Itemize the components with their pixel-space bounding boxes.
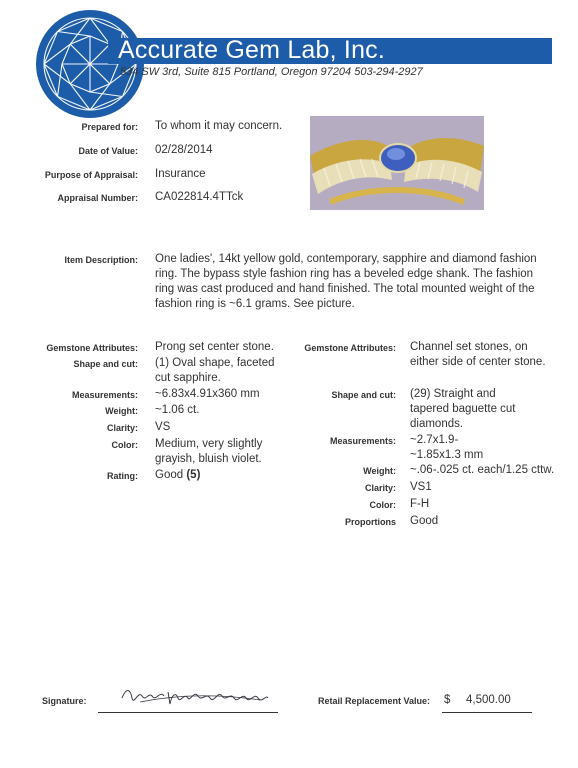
side-proportions-value: Good (410, 515, 439, 527)
prepared-for-value: To whom it may concern. (155, 120, 283, 132)
retail-value: 4,500.00 (466, 694, 511, 706)
side-clarity-value: VS1 (410, 481, 432, 493)
company-name: Accurate Gem Lab, Inc. (118, 36, 386, 64)
side-proportions-label: Proportions (345, 517, 396, 527)
appraisal-number-label: Appraisal Number: (57, 193, 138, 203)
rating-text: Good (155, 469, 184, 481)
retail-value-label: Retail Replacement Value: (317, 696, 430, 706)
center-clarity-value: VS (155, 421, 171, 433)
date-value: 02/28/2014 (155, 144, 213, 156)
side-clarity-label: Clarity: (364, 483, 396, 493)
center-shape-label: Shape and cut: (73, 359, 138, 369)
appraisal-number-value: CA022814.4TTck (155, 191, 244, 203)
center-weight-value: ~1.06 ct. (155, 404, 200, 416)
center-measurements-label: Measurements: (71, 390, 138, 400)
side-shape-label: Shape and cut: (331, 390, 396, 400)
ring-photo (310, 116, 484, 210)
center-attributes-label: Gemstone Attributes: (46, 343, 138, 353)
center-weight-label: Weight: (105, 406, 138, 416)
side-color-label: Color: (369, 500, 396, 510)
item-description: One ladies', 14kt yellow gold, contemporary, sapphire and diamond fashion ring. The bypass style fashion ring has a beveled edge shank. The fashion ring was cast produced and hand finished. The total mounted weight of the fashion ring is ~6.1 grams. See picture. (155, 253, 537, 310)
side-weight-value: ~.06-.025 ct. each/1.25 cttw. (410, 464, 555, 476)
signature-label: Signature: (42, 696, 87, 706)
purpose-value: Insurance (155, 168, 206, 180)
side-shape-value: (29) Straight and tapered baguette cut diamonds. (410, 388, 516, 430)
center-shape-value: (1) Oval shape, faceted cut sapphire. (155, 357, 275, 384)
side-measurements-label: Measurements: (329, 436, 396, 446)
side-attributes-label: Gemstone Attributes: (304, 343, 396, 353)
currency-symbol: $ (444, 694, 451, 706)
center-clarity-label: Clarity: (106, 423, 138, 433)
side-color-value: F-H (410, 498, 430, 510)
center-attributes-value: Prong set center stone. (155, 341, 274, 353)
purpose-label: Purpose of Appraisal: (44, 170, 138, 180)
center-color-label: Color: (111, 440, 138, 450)
center-rating-value (155, 468, 200, 483)
item-description-label: Item Description: (64, 255, 138, 265)
side-attributes-value: Channel set stones, on either side of center stone. (410, 341, 546, 368)
center-rating-label: Rating: (107, 471, 138, 481)
prepared-for-label: Prepared for: (81, 122, 138, 132)
side-measurements-value: ~2.7x1.9-~1.85x1.3 mm (410, 434, 484, 461)
center-measurements-value: ~6.83x4.91x360 mm (155, 388, 260, 400)
side-weight-label: Weight: (363, 466, 396, 476)
company-address: 534 SW 3rd, Suite 815 Portland, Oregon 97204 503-294-2927 (120, 66, 423, 78)
signature-image (120, 684, 270, 710)
date-label: Date of Value: (78, 146, 138, 156)
center-color-value: Medium, very slightly grayish, bluish violet. (155, 438, 263, 465)
retail-value-line (442, 712, 532, 713)
rating-score: (5) (186, 469, 201, 481)
signature-line (98, 712, 278, 713)
